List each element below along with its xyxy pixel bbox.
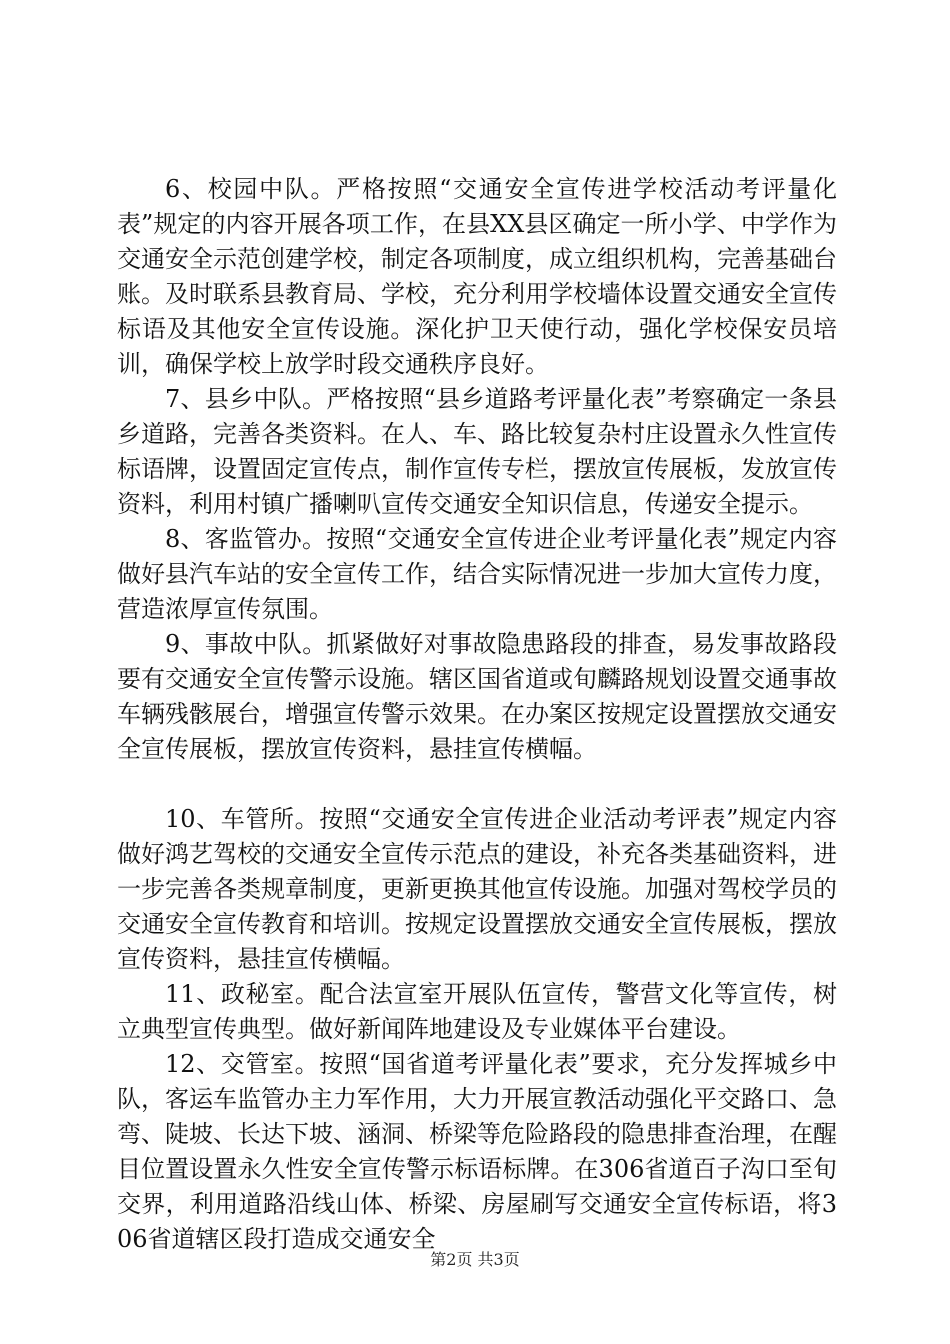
paragraph-12-traffic-management-office: 12、交管室。按照“国省道考评量化表”要求，充分发挥城乡中队，客运车监管办主力军作用，大力开展宣教活动强化平交路口、急弯、陡坡、长达下坡、涵洞、桥梁等危险路段的隐患排查治理，在醒目位置设置永久性安全宣传警示标语标牌。在306省道百子沟口至旬交界，利用道路沿线山体、桥梁、房屋刷写交通安全宣传标语，将306省道辖区段打造成交通安全 [117, 1050, 837, 1253]
paragraph-9-accident-squad: 9、事故中队。抓紧做好对事故隐患路段的排查，易发事故路段要有交通安全宣传警示设施。辖区国省道或旬麟路规划设置交通事故车辆残骸展台，增强宣传警示效果。在办案区按规定设置摆放交通安全宣传展板，摆放宣传资料，悬挂宣传横幅。 [117, 630, 837, 763]
paragraph-7-county-township-squad: 7、县乡中队。严格按照“县乡道路考评量化表”考察确定一条县乡道路，完善各类资料。在人、车、路比较复杂村庄设置永久性宣传标语牌，设置固定宣传点，制作宣传专栏，摆放宣传展板，发放宣传资料，利用村镇广播喇叭宣传交通安全知识信息，传递安全提示。 [117, 385, 837, 518]
document-body [117, 172, 837, 1257]
page-number-footer: 第2页 共3页 [430, 1250, 520, 1269]
paragraph-10-vehicle-management-office: 10、车管所。按照“交通安全宣传进企业活动考评表”规定内容做好鸿艺驾校的交通安全宣传示范点的建设，补充各类基础资料，进一步完善各类规章制度，更新更换其他宣传设施。加强对驾校学员的交通安全宣传教育和培训。按规定设置摆放交通安全宣传展板，摆放宣传资料，悬挂宣传横幅。 [117, 805, 837, 973]
paragraph-8-passenger-supervision-office: 8、客监管办。按照“交通安全宣传进企业考评量化表”规定内容做好县汽车站的安全宣传工作，结合实际情况进一步加大宣传力度，营造浓厚宣传氛围。 [117, 525, 837, 623]
paragraph-11-administration-office: 11、政秘室。配合法宣室开展队伍宣传，警营文化等宣传，树立典型宣传典型。做好新闻阵地建设及专业媒体平台建设。 [117, 980, 837, 1043]
paragraph-gap [117, 767, 837, 802]
paragraph-6-campus-squad: 6、校园中队。严格按照“交通安全宣传进学校活动考评量化表”规定的内容开展各项工作，在县XX县区确定一所小学、中学作为交通安全示范创建学校，制定各项制度，成立组织机构，完善基础台账。及时联系县教育局、学校，充分利用学校墙体设置交通安全宣传标语及其他安全宣传设施。深化护卫天使行动，强化学校保安员培训，确保学校上放学时段交通秩序良好。 [117, 175, 837, 378]
